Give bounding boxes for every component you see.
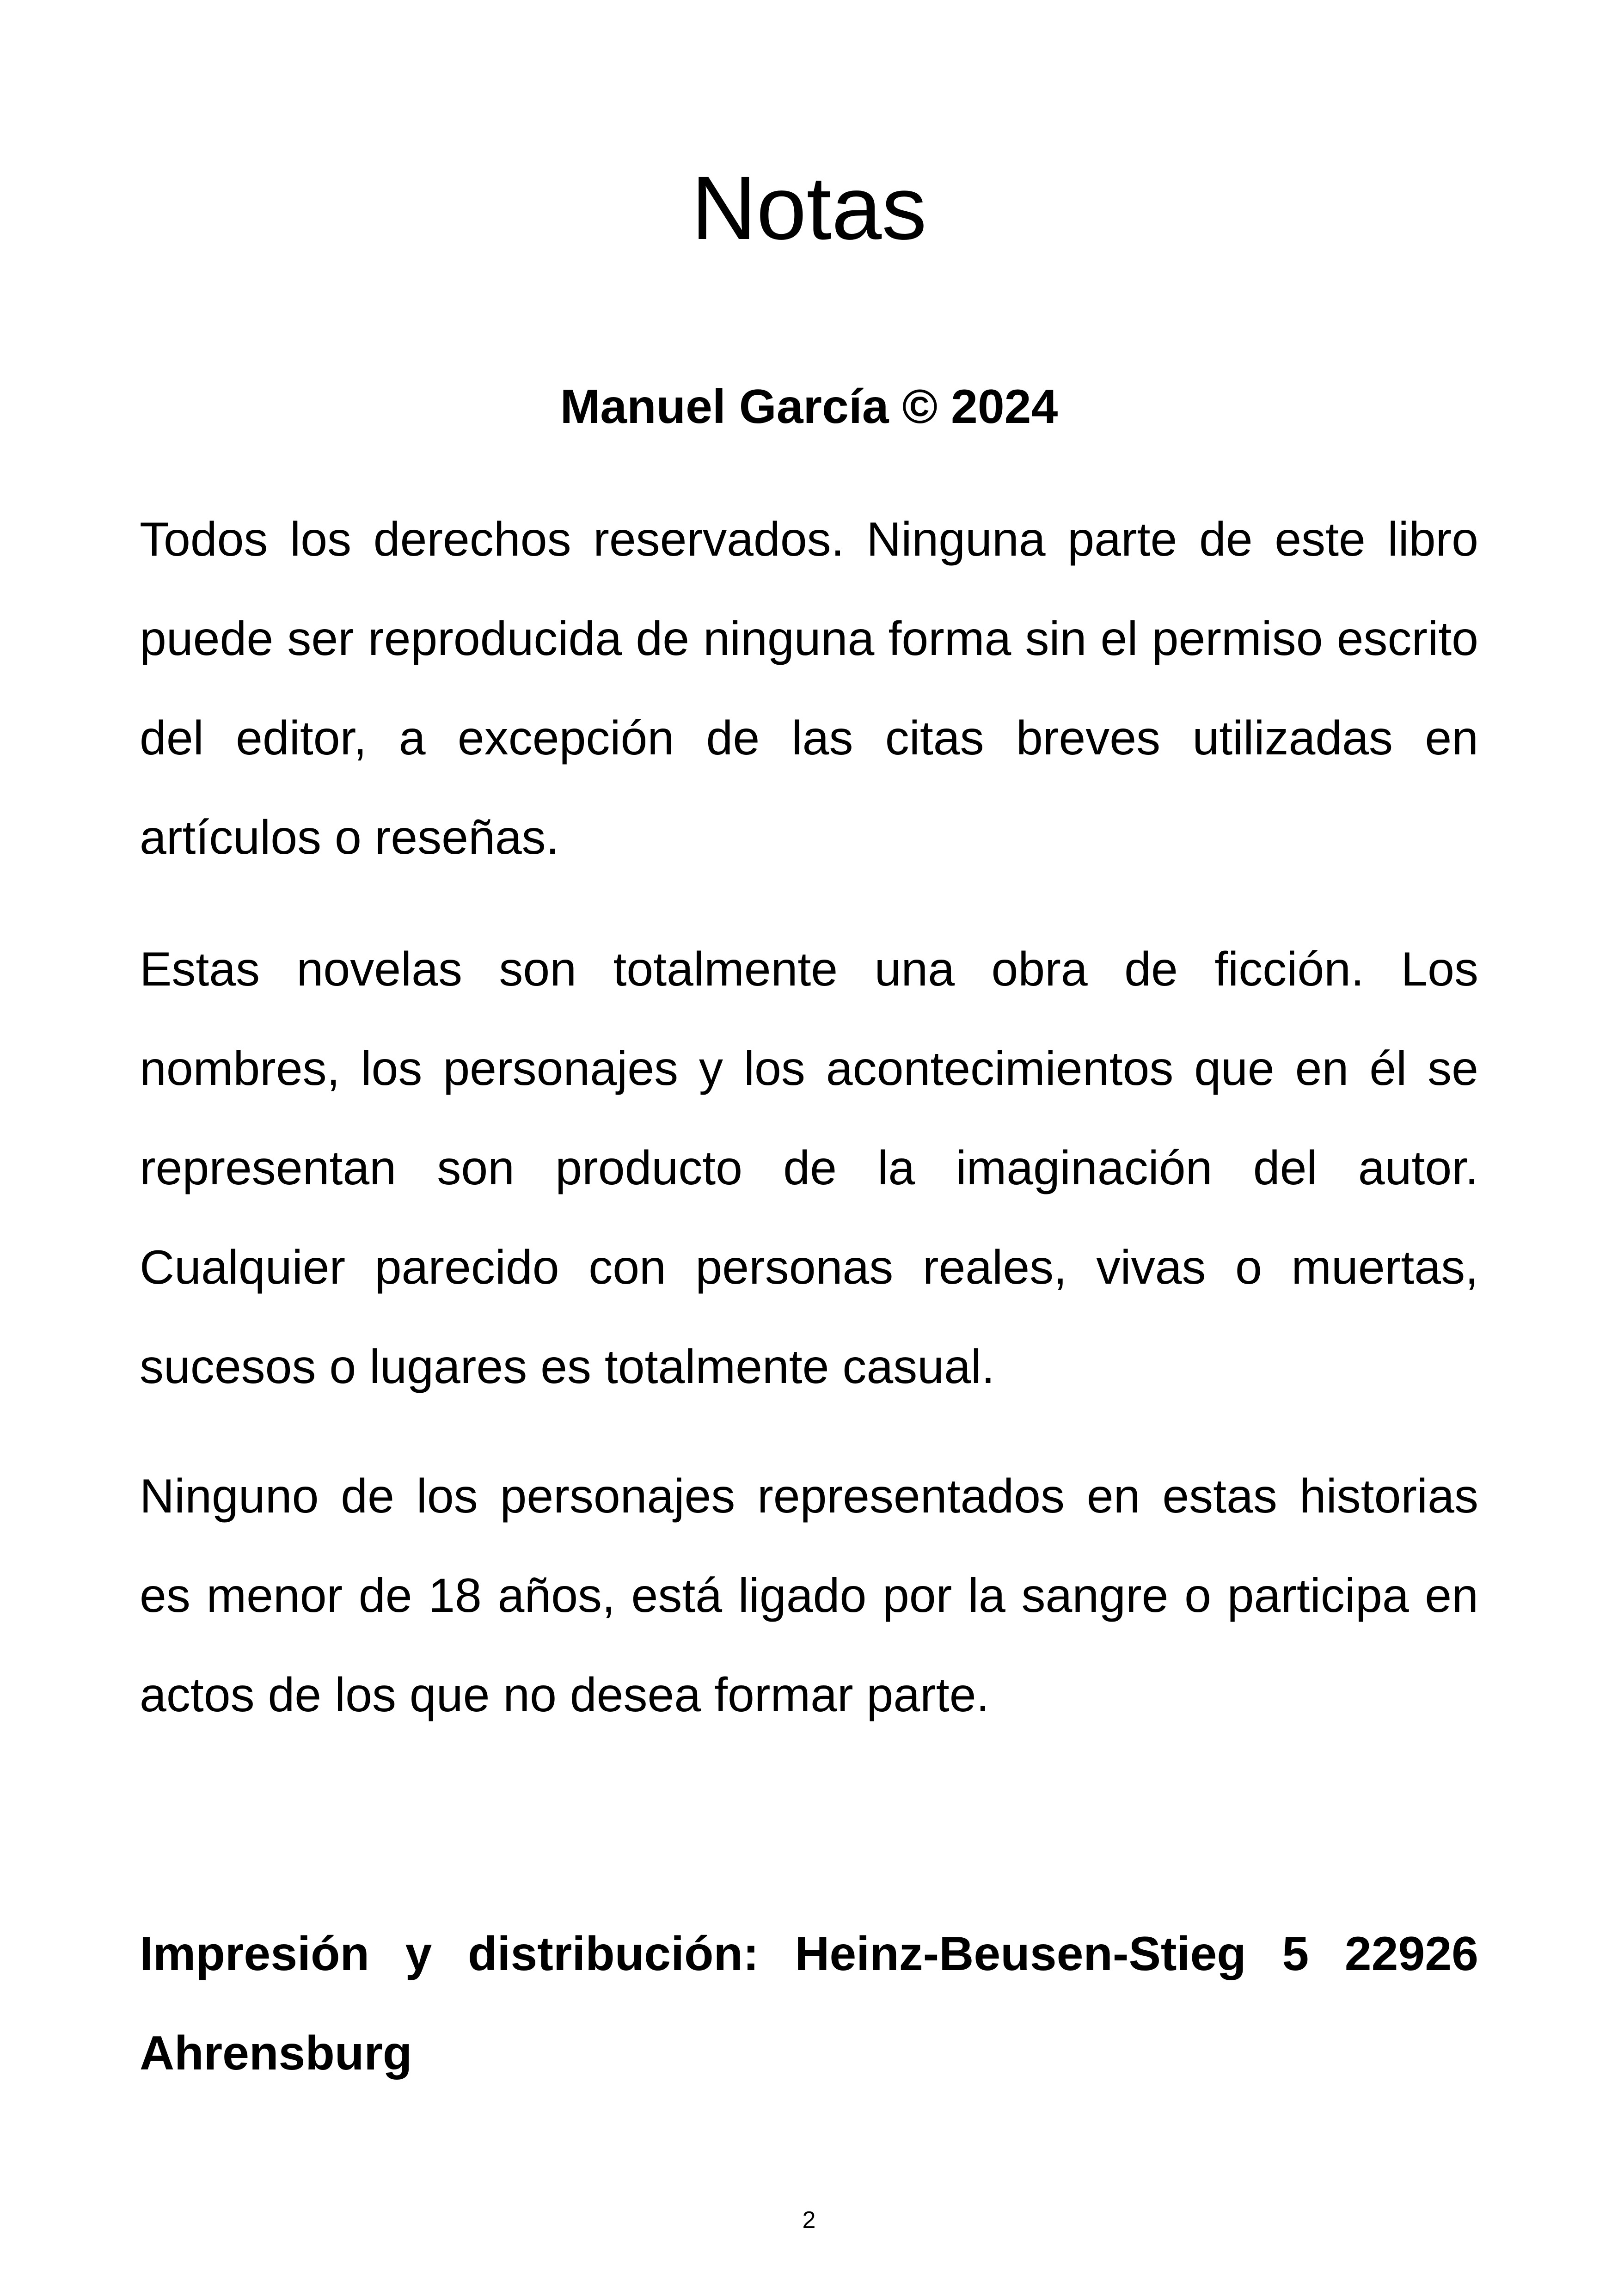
paragraph-rights-block	[140, 490, 1478, 888]
page-number: 2	[802, 2207, 816, 2234]
page-title: Notas	[691, 158, 927, 258]
imprint-text: Impresión y distribución: Heinz-Beusen-Stieg 5 22926 Ahrensburg	[140, 1927, 1478, 2080]
imprint-block	[140, 1904, 1478, 2103]
paragraph-fiction: Estas novelas son totalmente una obra de ficción. Los nombres, los personajes y los acontecimientos que en él se representan son producto de la imaginación del autor. Cualquier parecido con personas reales, vivas o muertas, sucesos o lugares es totalmente casual.	[140, 943, 1478, 1394]
paragraph-fiction-block	[140, 920, 1478, 1417]
author-copyright-line: Manuel García © 2024	[560, 380, 1058, 434]
paragraph-rights: Todos los derechos reservados. Ninguna parte de este libro puede ser reproducida de ninguna forma sin el permiso escrito del editor, a excepción de las citas breves utilizadas en artículos o reseñas.	[140, 513, 1478, 864]
paragraph-age-block	[140, 1447, 1478, 1745]
paragraph-age-disclaimer: Ninguno de los personajes representados en estas historias es menor de 18 años, está ligado por la sangre o participa en actos de los que no desea formar parte.	[140, 1469, 1478, 1722]
